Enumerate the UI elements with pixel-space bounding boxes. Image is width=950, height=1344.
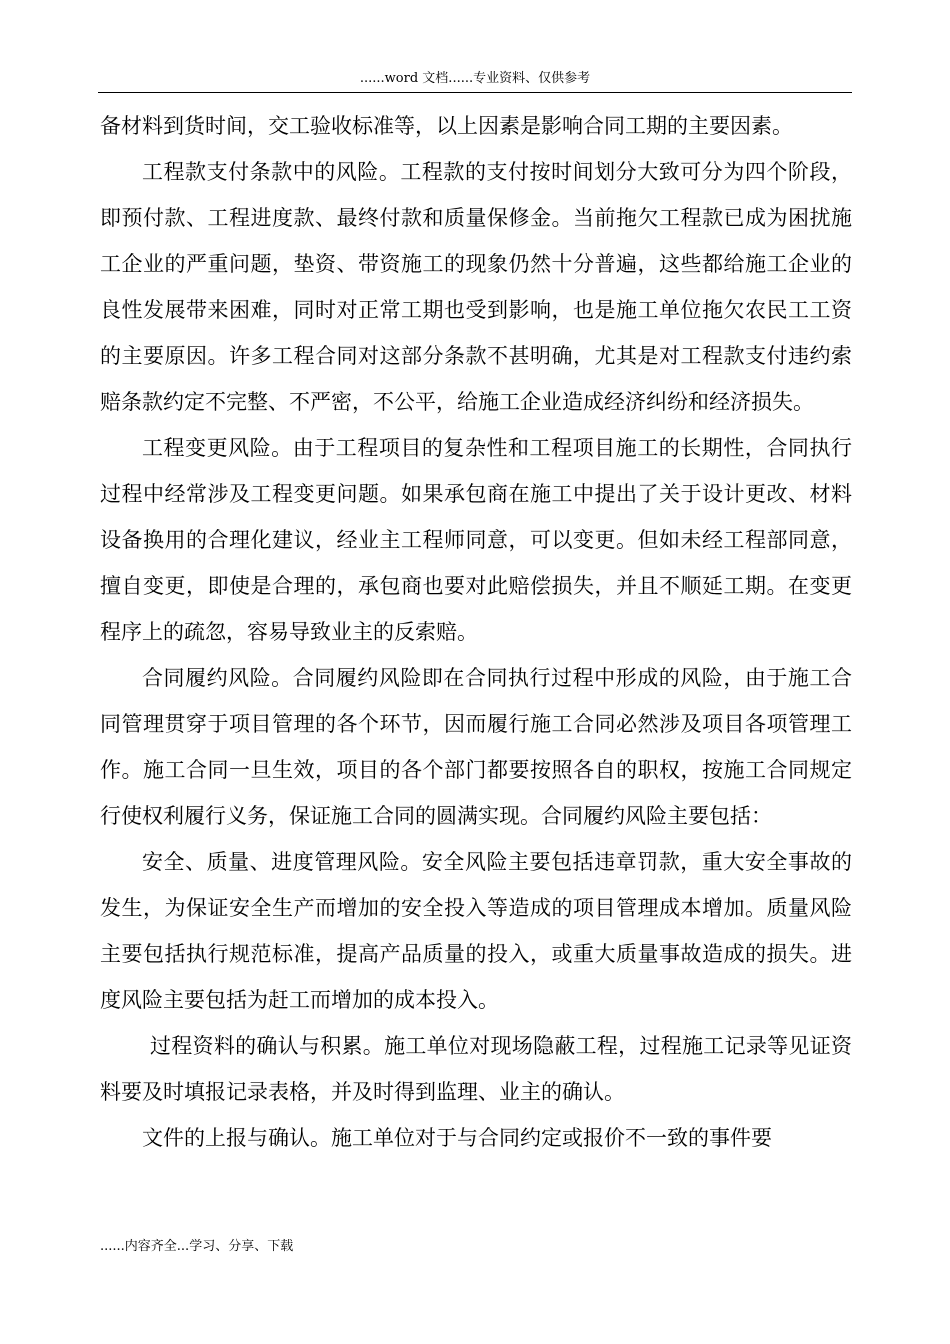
paragraph-performance-risk: 合同履约风险。合同履约风险即在合同执行过程中形成的风险，由于施工合同管理贯穿于项目管理的各个环节，因而履行施工合同必然涉及项目各项管理工作。施工合同一旦生效，项目的各个部门都要按照各自的职权，按施工合同规定行使权利履行义务，保证施工合同的圆满实现。合同履约风险主要包括： [100, 666, 852, 828]
paragraph-change-risk: 工程变更风险。由于工程项目的复杂性和工程项目施工的长期性，合同执行过程中经常涉及工程变更问题。如果承包商在施工中提出了关于设计更改、材料设备换用的合理化建议，经业主工程师同意，可以变更。但如未经工程部同意，擅自变更，即使是合理的，承包商也要对此赔偿损失，并且不顺延工期。在变更程序上的疏忽，容易导致业主的反索赔。 [100, 436, 852, 644]
paragraph-payment-risk: 工程款支付条款中的风险。工程款的支付按时间划分大致可分为四个阶段，即预付款、工程进度款、最终付款和质量保修金。当前拖欠工程款已成为困扰施工企业的严重问题，垫资、带资施工的现象仍然十分普遍，这些都给施工企业的良性发展带来困难，同时对正常工期也受到影响，也是施工单位拖欠农民工工资的主要原因。许多工程合同对这部分条款不甚明确，尤其是对工程款支付违约索赔条款约定不完整、不严密，不公平，给施工企业造成经济纠纷和经济损失。 [100, 160, 852, 414]
paragraph-safety-quality-risk: 安全、质量、进度管理风险。安全风险主要包括违章罚款，重大安全事故的发生，为保证安全生产而增加的安全投入等造成的项目管理成本增加。质量风险主要包括执行规范标准，提高产品质量的投入，或重大质量事故造成的损失。进度风险主要包括为赶工而增加的成本投入。 [100, 850, 852, 1012]
page-header: ......word 文档......专业资料、仅供参考 [359, 71, 591, 86]
header-divider [98, 92, 852, 93]
page-footer: ......内容齐全...学习、分享、下载 [100, 1239, 294, 1254]
paragraph-continuation: 备材料到货时间，交工验收标准等，以上因素是影响合同工期的主要因素。 [100, 114, 793, 138]
paragraph-process-records: 过程资料的确认与积累。施工单位对现场隐蔽工程，过程施工记录等见证资料要及时填报记录表格，并及时得到监理、业主的确认。 [100, 1034, 852, 1104]
paragraph-document-submission: 文件的上报与确认。施工单位对于与合同约定或报价不一致的事件要 [142, 1126, 772, 1150]
document-body [100, 103, 852, 1161]
